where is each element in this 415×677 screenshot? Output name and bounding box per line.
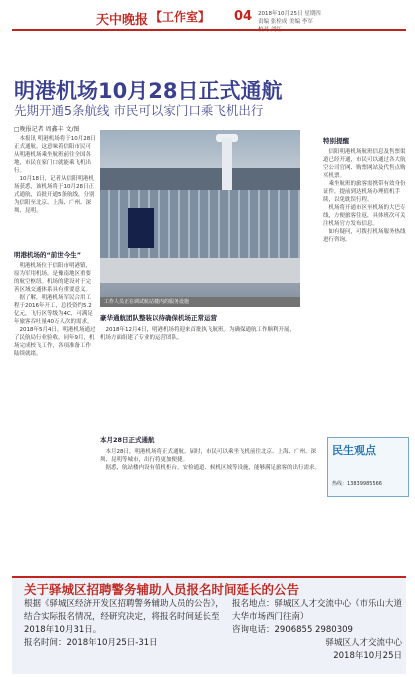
article-paragraph: 10月18日，记者从信阳明港机场获悉，该机场将于10月28日正式通航，首批开通5条航线，分别为信阳至北京、上海、广州、深圳、昆明。 [14,176,95,214]
opinion-ad-box [327,437,409,497]
article-paragraph: 据悉，航站楼内设有值机柜台、安检通道、候机区域等设施，能够满足旅客的出行需求。 [105,465,320,471]
ad-phone: 热线：13839985566 [332,481,382,487]
masthead-rule [12,29,406,31]
center-section-heading: 豪华通航团队整装以待确保机场正常运营 [100,314,217,322]
left-section-heading: 明港机场的“前世今生” [14,251,82,259]
section-title: 【工作室】 [150,10,211,24]
center-column-upper [100,326,300,426]
right-column [323,148,407,433]
notice-body-left [24,598,224,650]
photo-caption: 工作人员正在调试航站楼内的服务设施 [100,297,300,307]
notice-phone: 咨询电话：2906855 2980309 [232,625,353,635]
notice-period: 报名时间：2018年10月25日-31日 [24,638,158,648]
article-paragraph: 2018年12月4日，明港机场将迎来首批执飞航班。为确保通航工作顺利开展，机场方面组建了专业的运营团队。 [100,327,295,341]
ad-title: 民生观点 [332,444,376,457]
center-column-lower [100,448,320,570]
article-paragraph: 如有疑问，可拨打机场服务热线进行咨询。 [323,229,406,243]
notice-org: 驿城区人才交流中心 [325,638,402,648]
issue-date: 2018年10月25日 星期四 [258,11,321,17]
notice-text: 根据《驿城区经济开发区招聘警务辅助人员的公告》，结合实际报名情况，经研究决定，将报名时间延长至2018年10月31日。 [24,599,224,635]
notice-address: 报名地点：驿城区人才交流中心（市乐山大道大华市场西门往南） [232,599,403,622]
notice-date: 2018年10月25日 [333,651,402,661]
article-paragraph: 2018年5月4日，明港机场通过了民航局行业验收。同年9月，机场完成校飞工作，各项准备工作陆续就绪。 [14,327,96,357]
airport-terminal-photo [100,130,300,297]
editor-credit: 责编 张栓成 美编 李军 [258,19,313,25]
right-section-heading: 特别提醒 [323,137,349,145]
article-paragraph: 乘坐航班的旅客需携带有效身份证件，提前到达机场办理值机手续，以免耽误行程。 [323,181,406,203]
center-section-heading-2: 本月28日正式通航 [100,436,155,444]
page-number: 04 [234,9,253,24]
article-paragraph: 信阳明港机场航班信息及售票渠道已经开通，市民可以通过各大航空公司官网、购票网站及代售点购买机票。 [323,149,406,179]
left-column [14,135,96,215]
page-subheadline: 先期开通5条航线 市民可以家门口乘飞机出行 [14,103,264,118]
article-paragraph: 据了解，明港机场军民合用工程于2016年开工，总投资约5.2亿元，飞行区等级为4C，可满足年旅客吞吐量40万人次的需求。 [14,295,93,325]
article-paragraph: 明港机场位于信阳市明港镇，原为军用机场，是豫南地区重要的航空枢纽。机场的建设对于完善区域交通体系具有重要意义。 [14,263,92,293]
article-paragraph: 本月28日，明港机场将正式通航。届时，市民可以乘坐飞机前往北京、上海、广州、深圳、昆明等城市，出行将更加便捷。 [100,449,317,463]
article-byline: □晚报记者 周鑫丰 文/图 [14,126,80,133]
left-column-lower [14,262,96,572]
notice-title: 关于驿城区招聘警务辅助人员报名时间延长的公告 [24,582,300,597]
notice-body-right [232,598,402,663]
newspaper-logo: 天中晚报 [96,13,149,28]
page-headline: 明港机场10月28日正式通航 [14,79,283,103]
article-paragraph: 机场将开通市区至机场的大巴专线，方便旅客往返，具体班次可关注机场官方发布信息。 [323,205,406,227]
article-lead: 本报讯 明港机场将于10月28日正式通航。这意味着信阳市民可从明港机场乘坐航班前往全国各地，市民在家门口就能乘飞机出行。 [14,136,96,174]
flight-info-board [128,208,154,248]
